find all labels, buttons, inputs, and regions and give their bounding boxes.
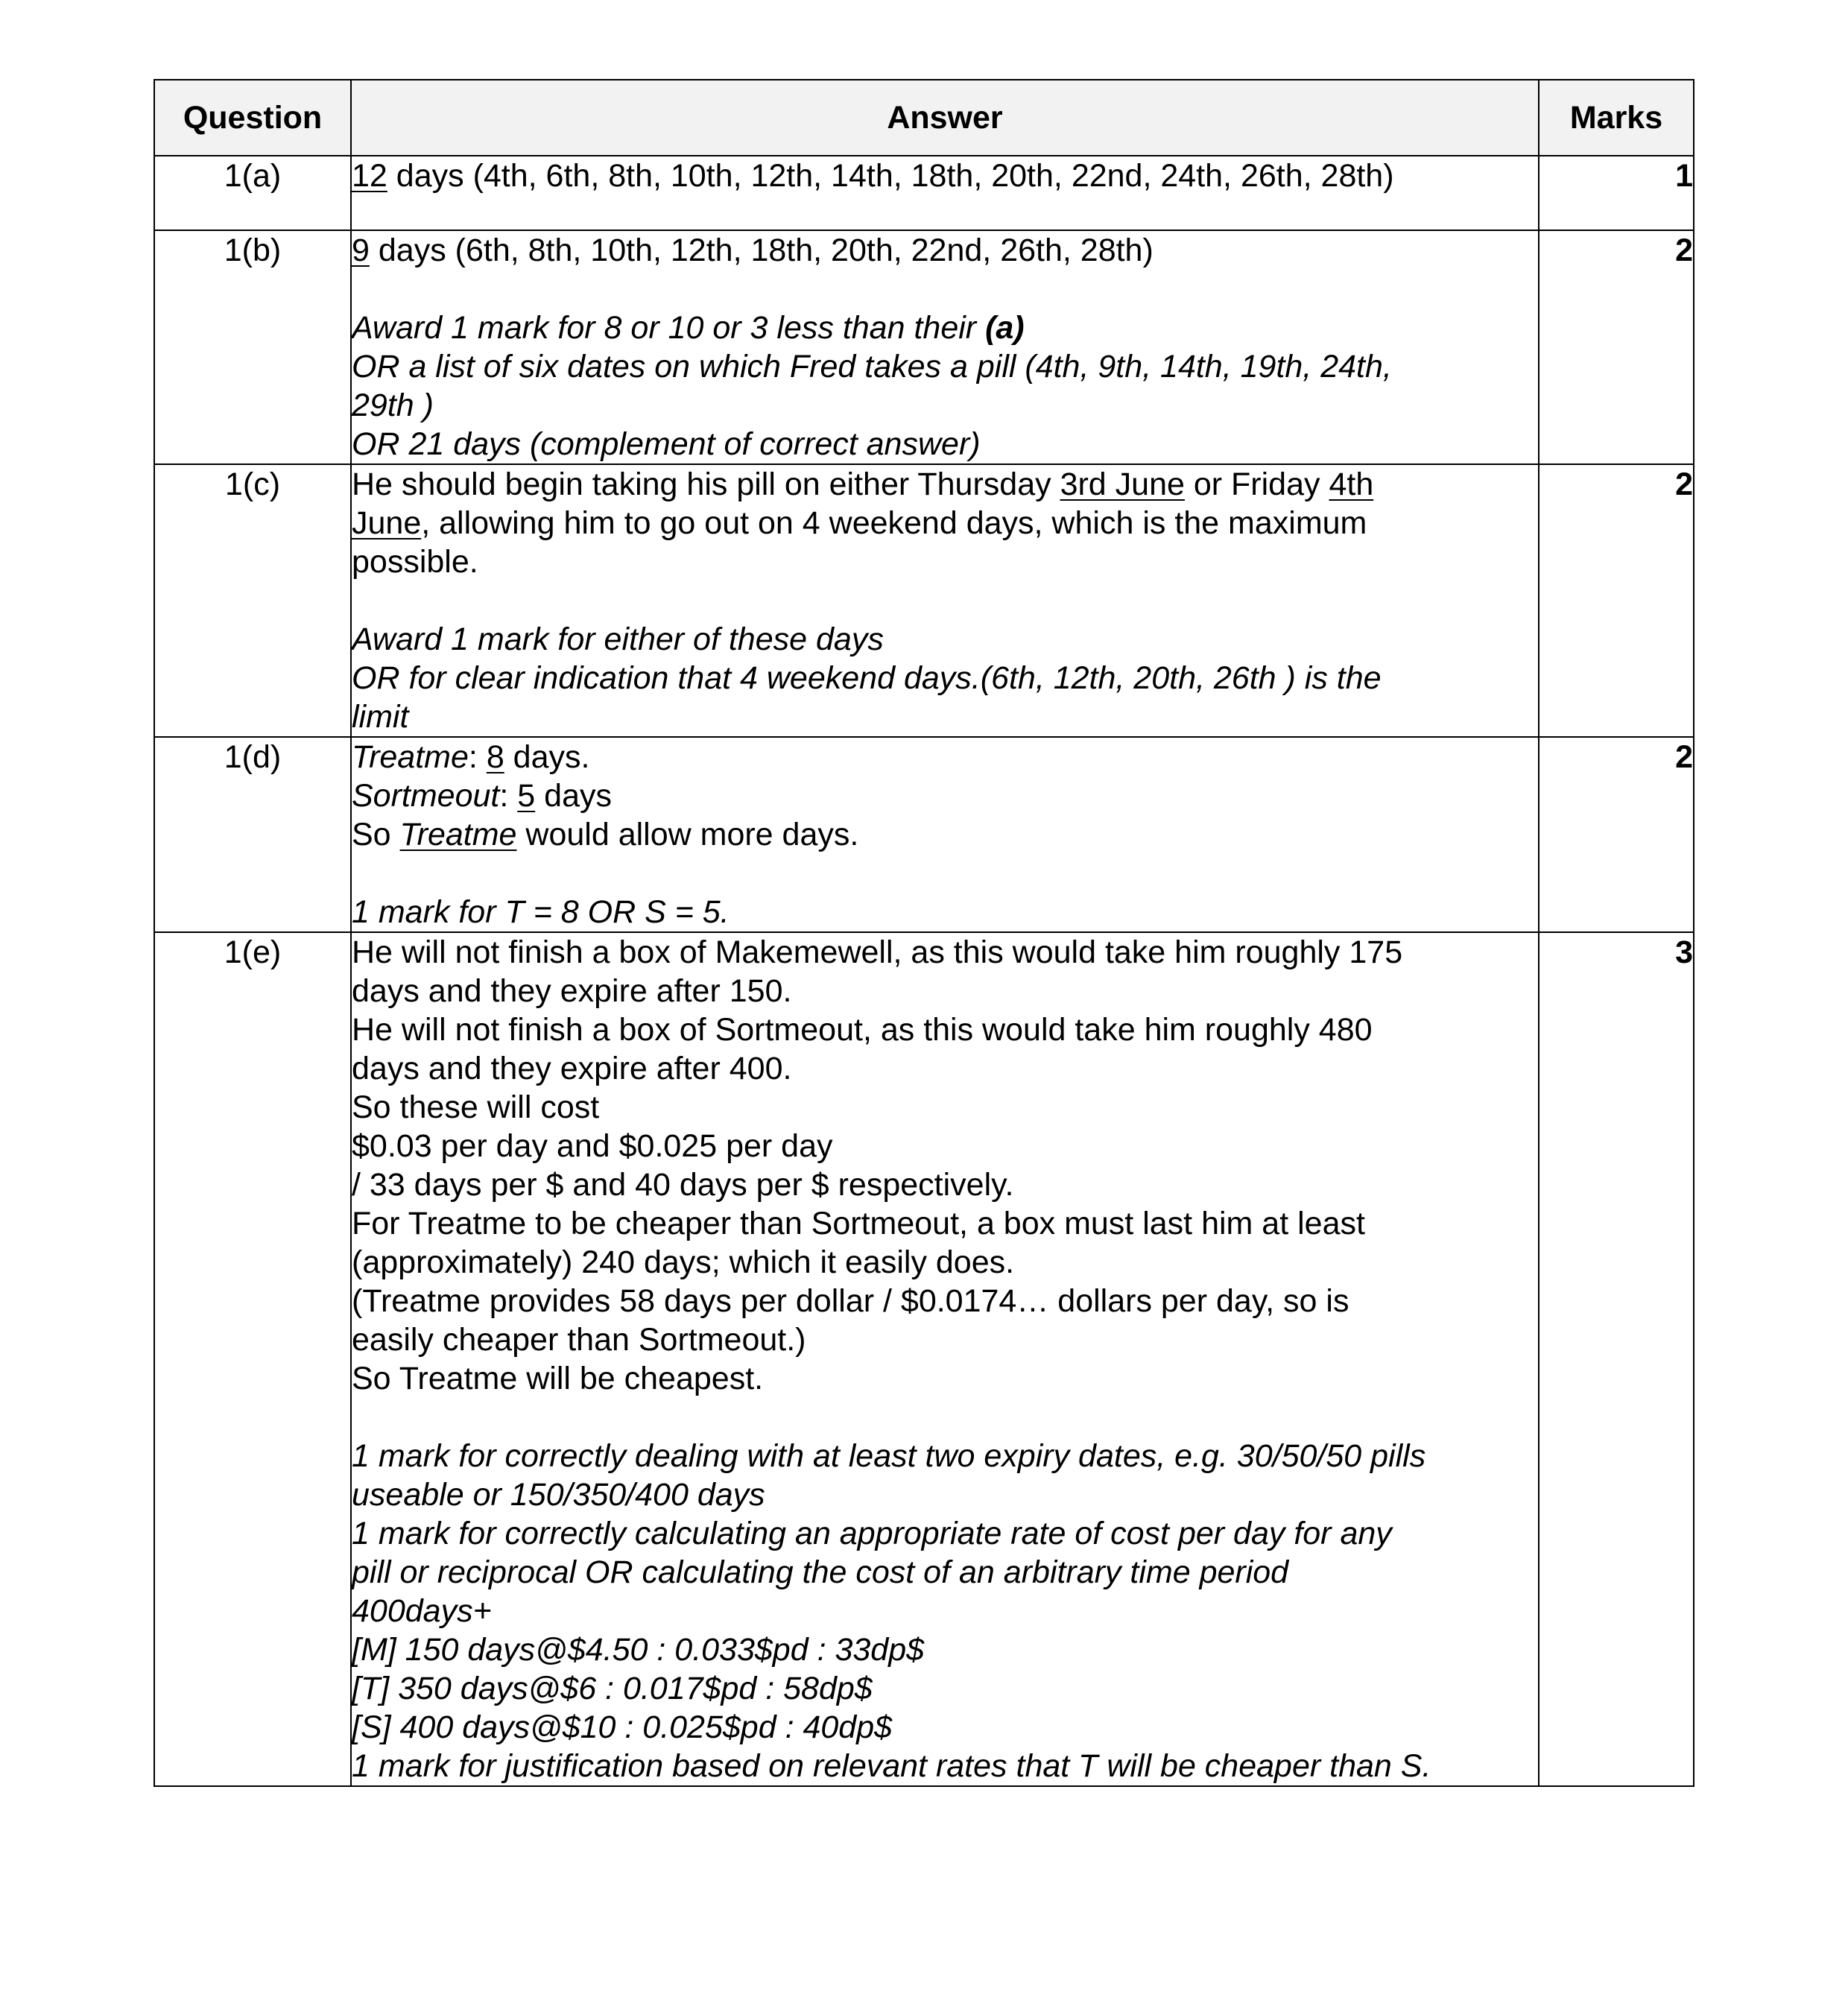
table-row <box>154 230 1694 464</box>
table-row <box>154 464 1694 737</box>
guidance-line <box>352 308 1538 347</box>
guidance-line: 1 mark for correctly dealing with at least two expiry dates, e.g. 30/50/50 pills <box>352 1438 1426 1474</box>
guidance-line: limit <box>352 699 409 735</box>
answer-line: For Treatme to be cheaper than Sortmeout, a box must last him at least <box>352 1206 1365 1241</box>
answer-line <box>352 504 1538 542</box>
marks-cell: 2 <box>1539 230 1694 464</box>
answer-cell <box>351 156 1539 230</box>
guidance-line: OR a list of six dates on which Fred takes a pill (4th, 9th, 14th, 19th, 24th, <box>352 349 1392 385</box>
answer-text: : <box>468 739 487 775</box>
guidance-line: Award 1 mark for either of these days <box>352 621 884 657</box>
answer-line: He will not finish a box of Makemewell, as this would take him roughly 175 <box>352 934 1403 970</box>
guidance-line: 29th ) <box>352 387 434 423</box>
answer-date: June <box>352 505 422 541</box>
answer-cell <box>351 230 1539 464</box>
answer-text: : <box>499 778 518 814</box>
guidance-line: 400days+ <box>352 1593 492 1629</box>
guidance-line: OR 21 days (complement of correct answer) <box>352 426 981 462</box>
answer-text: or Friday <box>1184 466 1329 502</box>
answer-value: 12 <box>352 158 387 194</box>
answer-value: 9 <box>352 232 370 268</box>
table-row <box>154 156 1694 230</box>
answer-text: days. <box>504 739 590 775</box>
guidance-line: 1 mark for T = 8 OR S = 5. <box>352 894 730 930</box>
answer-line: So Treatme will be cheapest. <box>352 1361 764 1396</box>
answer-line: (approximately) 240 days; which it easily does. <box>352 1244 1015 1280</box>
guidance-line: useable or 150/350/400 days <box>352 1477 765 1513</box>
answer-cell <box>351 737 1539 932</box>
answer-text: He should begin taking his pill on either Thursday <box>352 466 1060 502</box>
answer-line <box>352 156 1538 195</box>
header-marks: Marks <box>1539 80 1694 156</box>
answer-value: 5 <box>517 778 536 814</box>
answer-text: would allow more days. <box>516 817 859 852</box>
guidance-line: 1 mark for correctly calculating an appropriate rate of cost per day for any <box>352 1516 1392 1551</box>
marks-cell: 3 <box>1539 932 1694 1786</box>
guidance-line: OR for clear indication that 4 weekend days.(6th, 12th, 20th, 26th ) is the <box>352 660 1382 696</box>
answer-text: So <box>352 817 400 852</box>
answer-line: $0.03 per day and $0.025 per day <box>352 1128 833 1164</box>
answer-line <box>352 776 1538 815</box>
guidance-ref: (a) <box>985 310 1025 346</box>
guidance-line: pill or reciprocal OR calculating the cost of an arbitrary time period <box>352 1554 1289 1590</box>
guidance-line: 1 mark for justification based on relevant rates that T will be cheaper than S. <box>352 1748 1431 1784</box>
answer-date: 3rd June <box>1060 466 1185 502</box>
answer-text: days (6th, 8th, 10th, 12th, 18th, 20th, 22nd, 26th, 28th) <box>369 232 1154 268</box>
answer-line: So these will cost <box>352 1089 600 1125</box>
answer-cell <box>351 932 1539 1786</box>
header-question: Question <box>154 80 351 156</box>
product-name: Treatme <box>399 817 517 852</box>
answer-line: (Treatme provides 58 days per dollar / $0.0174… dollars per day, so is <box>352 1283 1349 1319</box>
guidance-line: [M] 150 days@$4.50 : 0.033$pd : 33dp$ <box>352 1632 925 1668</box>
question-cell: 1(c) <box>154 464 351 737</box>
marks-cell: 2 <box>1539 737 1694 932</box>
question-cell: 1(e) <box>154 932 351 1786</box>
product-name: Sortmeout <box>352 778 500 814</box>
answer-text: days <box>535 778 612 814</box>
answer-line: easily cheaper than Sortmeout.) <box>352 1322 806 1358</box>
answer-line: He will not finish a box of Sortmeout, as this would take him roughly 480 <box>352 1012 1373 1048</box>
header-answer: Answer <box>351 80 1539 156</box>
answer-line: days and they expire after 400. <box>352 1051 792 1086</box>
answer-cell <box>351 464 1539 737</box>
question-cell: 1(b) <box>154 230 351 464</box>
table-row <box>154 737 1694 932</box>
answer-line: possible. <box>352 544 478 580</box>
answer-line: days and they expire after 150. <box>352 973 792 1009</box>
question-cell: 1(d) <box>154 737 351 932</box>
guidance-text: Award 1 mark for 8 or 10 or 3 less than their <box>352 310 986 346</box>
mark-scheme-table <box>154 79 1694 1787</box>
answer-text: , allowing him to go out on 4 weekend days, which is the maximum <box>421 505 1367 541</box>
answer-line <box>352 465 1538 504</box>
answer-line <box>352 815 1538 854</box>
guidance-line: [T] 350 days@$6 : 0.017$pd : 58dp$ <box>352 1671 873 1706</box>
marks-cell: 2 <box>1539 464 1694 737</box>
answer-line <box>352 738 1538 776</box>
header-row <box>154 80 1694 156</box>
question-cell: 1(a) <box>154 156 351 230</box>
answer-text: days (4th, 6th, 8th, 10th, 12th, 14th, 18th, 20th, 22nd, 24th, 26th, 28th) <box>387 158 1394 194</box>
marks-cell: 1 <box>1539 156 1694 230</box>
answer-value: 8 <box>486 739 504 775</box>
answer-line: / 33 days per $ and 40 days per $ respectively. <box>352 1167 1014 1203</box>
guidance-line: [S] 400 days@$10 : 0.025$pd : 40dp$ <box>352 1709 893 1745</box>
product-name: Treatme <box>352 739 469 775</box>
table-row <box>154 932 1694 1786</box>
answer-date: 4th <box>1329 466 1374 502</box>
answer-line <box>352 231 1538 270</box>
